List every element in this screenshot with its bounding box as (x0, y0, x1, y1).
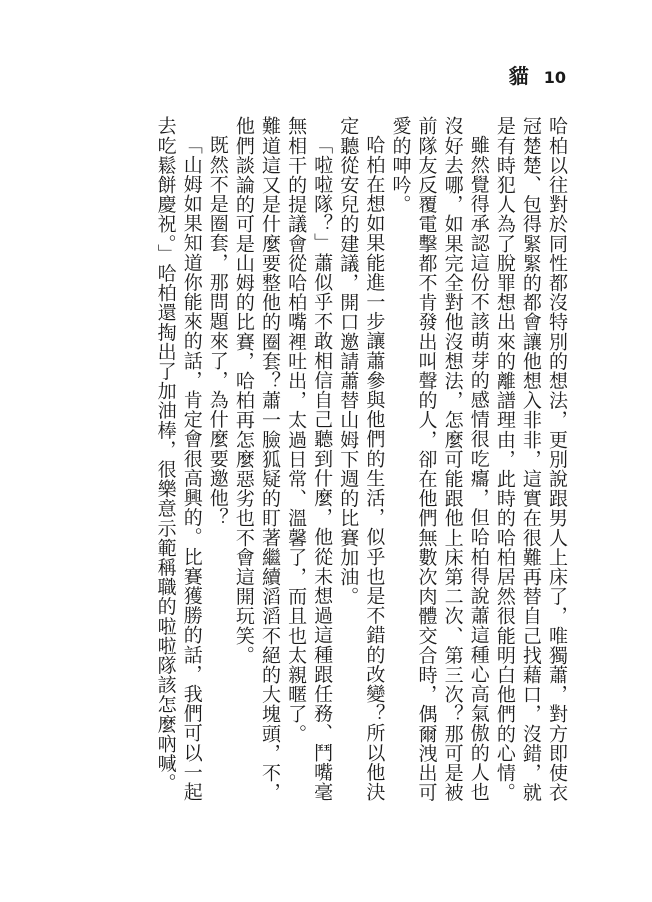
chapter-title: 貓 (508, 64, 530, 88)
paragraph: 「山姆如果知道你能來的話，肯定會很高興的。比賽獲勝的話，我們可以一起去吃鬆餅慶祝。」哈柏還掏出了加油棒，很樂意示範稱職的啦啦隊該怎麼吶喊。 (154, 116, 203, 802)
body-text (100, 116, 570, 816)
paragraph: 既然不是圈套，那問題來了，為什麼要邀他？ (206, 135, 229, 527)
paragraph: 雖然覺得承認這份不該萌芽的感情很吃癟，但哈柏得說蕭這種心高氣傲的人也沒好去哪，如果完全對他沒想法，怎麼可能跟他上床第二次、第三次？那可是被前隊友反覆電擊都不肯發出叫聲的人，卻在他們無數次肉體交合時，偶爾洩出可愛的呻吟。 (389, 116, 490, 802)
page-header (509, 60, 566, 89)
page-number: 10 (543, 68, 566, 87)
paragraph: 「啦啦隊？」蕭似乎不敢相信自己聽到什麼，他從未想過這種跟任務、鬥嘴毫無相干的提議會從哈柏嘴裡吐出，太過日常、溫馨了，而且也太親暱了。 (285, 116, 334, 802)
paragraph: 哈柏在想如果能進一步讓蕭參與他們的生活，似乎也是不錯的改變？所以他決定聽從安兒的建議，開口邀請蕭替山姆下週的比賽加油。 (337, 116, 386, 802)
paragraph: 難道這又是什麼要整他的圈套？蕭一臉狐疑的盯著繼續滔滔不絕的大塊頭，不，他們談論的可是山姆的比賽，哈柏再怎麼惡劣也不會這開玩笑。 (232, 116, 281, 802)
paragraph: 哈柏以往對於同性都沒特別的想法，更別說跟男人上床了，唯獨蕭，對方即使衣冠楚楚、包得緊緊的都會讓他想入非非，這實在很難再替自己找藉口，沒錯，就是有時犯人為了脫罪想出來的離譜理由，此時的哈柏居然很能明白他們的心情。 (493, 116, 568, 802)
